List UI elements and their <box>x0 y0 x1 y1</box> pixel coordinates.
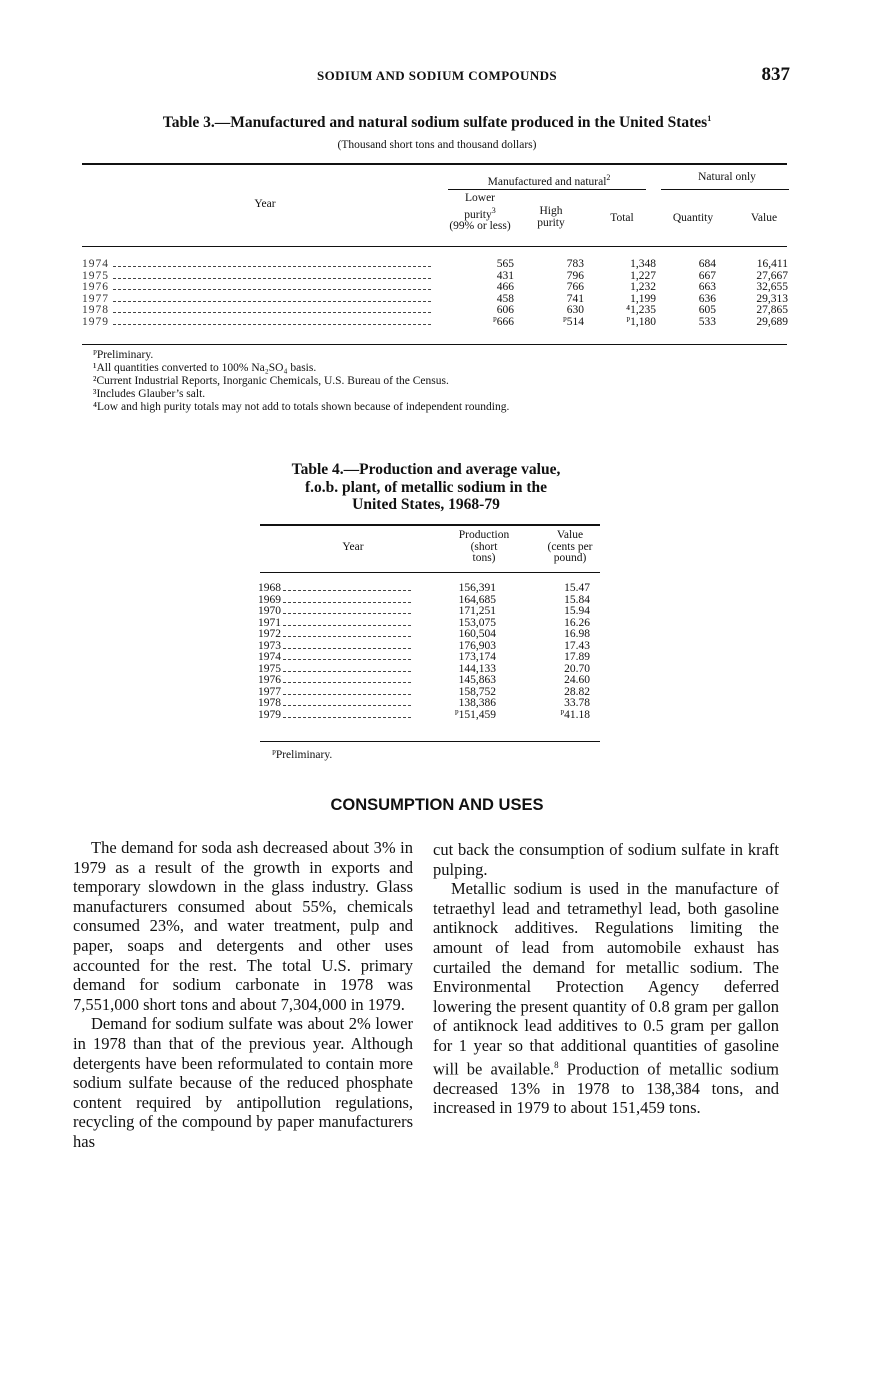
table4-year-label: 1968 <box>258 582 281 594</box>
table4-cell-value: 17.43 <box>564 639 590 652</box>
table4-col-production-line: tons) <box>472 552 496 564</box>
table4-body <box>258 583 600 721</box>
table4-cell-value: 15.84 <box>564 593 590 606</box>
leader-dashes <box>113 259 431 267</box>
table4-bottom-rule <box>260 741 600 742</box>
table3-cell-year <box>82 282 462 294</box>
body-paragraph-text: Production of metallic sodium decreased 13% in 1978 to 138,384 tons, and increased in 1979 to about 151,459 tons. <box>433 1059 780 1118</box>
table4-year-label: 1974 <box>258 651 281 663</box>
table4-cell-year <box>258 641 422 653</box>
table4-row <box>258 583 600 595</box>
table4-cell-value: 33.78 <box>564 697 590 709</box>
leader-dashes <box>113 305 431 313</box>
table4-cell-year <box>258 595 422 607</box>
table4-col-value-line: Value <box>556 529 584 541</box>
table4-row <box>258 698 600 710</box>
leader-dashes <box>283 687 411 695</box>
body-paragraph <box>433 879 779 1118</box>
table3-body <box>82 259 788 328</box>
table3-year-label: 1974 <box>82 259 109 270</box>
table4-cell-production: ᴾ151,459 <box>454 708 496 721</box>
table3-cell-total: ᴾ1,180 <box>626 315 656 328</box>
table4-year-label: 1978 <box>258 697 281 709</box>
table3-group1-rule <box>448 189 646 190</box>
table4-cell-year <box>258 606 422 618</box>
table4-year-label: 1976 <box>258 674 281 686</box>
table4-year-label: 1972 <box>258 628 281 640</box>
table4-cell-year <box>258 629 422 641</box>
leader-dashes <box>283 595 411 603</box>
table4-cell-production: 144,133 <box>458 662 496 675</box>
leader-dashes <box>283 698 411 706</box>
body-left-column <box>73 838 413 1152</box>
table3-cell-high: 796 <box>566 269 584 282</box>
leader-dashes <box>283 618 411 626</box>
table3-cell-value: 32,655 <box>756 281 788 293</box>
table3-cell-quantity: 636 <box>698 292 716 305</box>
leader-dashes <box>283 664 411 672</box>
table4-cell-year <box>258 675 422 687</box>
table3-group-manufactured-note: 2 <box>606 173 611 182</box>
table4-title-line: United States, 1968-79 <box>352 496 500 513</box>
table4-cell-year <box>258 698 422 710</box>
table3-row <box>82 271 788 283</box>
table3-col-lower-label <box>448 193 512 221</box>
table3-year-label: 1975 <box>82 270 109 282</box>
table4-row <box>258 595 600 607</box>
table4-cell-year <box>258 710 422 722</box>
table3-cell-year <box>82 259 462 271</box>
table4-cell-year <box>258 652 422 664</box>
table4-col-production <box>444 530 524 565</box>
table3-row <box>82 282 788 294</box>
table3-cell-total: 1,232 <box>630 281 656 293</box>
table3-top-rule <box>82 163 787 165</box>
table3-cell-high: 630 <box>566 304 584 316</box>
table3-cell-value: 29,689 <box>756 315 788 328</box>
table3-cell-value: 27,865 <box>756 304 788 316</box>
body-paragraph: Demand for sodium sulfate was about 2% lower in 1978 than that of the previous year. Although detergents have been reformulated to contain more sodium sulfate because of the reduced phosphate content required by antipollution regulations, recycling of the compound by paper manufacturers has <box>73 1014 413 1151</box>
table3-bottom-rule <box>82 344 787 345</box>
table3-year-label: 1977 <box>82 293 109 305</box>
table3-cell-total: 1,348 <box>630 258 656 270</box>
table3-title <box>60 114 814 132</box>
table4-year-label: 1977 <box>258 685 281 698</box>
table3-group-manufactured-text: Manufactured and natural <box>487 175 607 188</box>
table4-cell-production: 145,863 <box>458 674 496 686</box>
table4-header-rule <box>260 572 600 573</box>
table3-cell-quantity: 605 <box>698 304 716 316</box>
table4-footnote: ᴾPreliminary. <box>272 749 333 761</box>
running-title: SODIUM AND SODIUM COMPOUNDS <box>316 68 558 83</box>
leader-dashes <box>113 317 431 325</box>
leader-dashes <box>113 294 431 302</box>
table4-cell-value: 15.94 <box>564 605 590 617</box>
table3-cell-value: 29,313 <box>756 292 788 305</box>
section-heading: CONSUMPTION AND USES <box>330 796 544 814</box>
table4-top-rule <box>260 524 600 526</box>
table4-row <box>258 641 600 653</box>
table4-year-label: 1969 <box>258 593 281 606</box>
table4-row <box>258 652 600 664</box>
table4-col-value-line: (cents per <box>547 540 593 553</box>
table3-cell-quantity: 533 <box>698 315 716 328</box>
table3-footnotes <box>93 349 793 414</box>
table3-cell-total: 1,199 <box>630 292 656 305</box>
table4-col-year: Year <box>342 541 364 553</box>
table4-col-value <box>532 530 608 565</box>
table3-row <box>82 317 788 329</box>
leader-dashes <box>283 710 411 718</box>
table3-col-value: Value <box>750 212 778 224</box>
table4-cell-year <box>258 687 422 699</box>
table3-cell-total: ⁴1,235 <box>626 304 656 316</box>
table4-cell-value: ᴾ41.18 <box>560 708 590 721</box>
table4-cell-year <box>258 583 422 595</box>
table4-year-label: 1971 <box>258 616 281 629</box>
table4-year-label: 1970 <box>258 605 281 617</box>
table4-row <box>258 687 600 699</box>
leader-dashes <box>283 641 411 649</box>
body-paragraph: The demand for soda ash decreased about 3% in 1979 as a result of the growth in exports and temporary slowdown in the glass industry. Glass manufacturers consumed about 55%, chemicals consumed 23%, and water treatment, pulp and paper, soaps and detergents and other uses accounted for the rest. The total U.S. primary demand for sodium carbonate in 1978 was 7,551,000 short tons and about 7,304,000 in 1979. <box>73 838 413 1014</box>
table4-row <box>258 675 600 687</box>
table4-cell-production: 158,752 <box>458 685 496 698</box>
table4-row <box>258 664 600 676</box>
table3-col-lower-sub: (99% or less) <box>449 219 511 232</box>
table4-cell-production: 138,386 <box>458 697 496 709</box>
table4-cell-value: 24.60 <box>564 674 590 686</box>
table3-cell-total: 1,227 <box>630 269 656 282</box>
table4-cell-production: 156,391 <box>458 582 496 594</box>
table3-row <box>82 305 788 317</box>
table4-title-line: f.o.b. plant, of metallic sodium in the <box>305 478 547 496</box>
table3-col-high: High purity <box>537 205 565 229</box>
table3-cell-year <box>82 271 462 283</box>
table3-cell-lower: ᴾ666 <box>492 315 514 328</box>
table3-col-lower <box>448 193 512 232</box>
table3-cell-quantity: 663 <box>698 281 716 293</box>
body-footnote-ref: 8 <box>554 1059 559 1070</box>
table3-cell-lower: 431 <box>496 269 514 282</box>
leader-dashes <box>283 675 411 683</box>
table4-cell-production: 164,685 <box>458 593 496 606</box>
table4-row <box>258 710 600 722</box>
table3-cell-value: 16,411 <box>756 258 788 270</box>
table3-cell-lower: 466 <box>496 281 514 293</box>
table4-cell-year <box>258 664 422 676</box>
table4-cell-production: 153,075 <box>458 616 496 629</box>
table3-group-natural: Natural only <box>698 171 756 183</box>
table3-group2-rule <box>661 189 789 190</box>
table3-row <box>82 294 788 306</box>
table3-title-note: 1 <box>707 114 712 123</box>
table3-footnote: ⁴Low and high purity totals may not add to totals shown because of independent rounding. <box>93 401 510 413</box>
table3-cell-quantity: 667 <box>698 269 716 282</box>
table3-cell-high: 741 <box>566 292 584 305</box>
table3-col-lower-text: Lower purity <box>464 192 495 221</box>
table3-year-label: 1976 <box>82 282 109 293</box>
table3-cell-year <box>82 305 462 317</box>
table3-group-manufactured <box>448 172 650 188</box>
table4-cell-value: 28.82 <box>564 685 590 698</box>
table3-footnote: ¹All quantities converted to 100% Na₂SO₄ basis. <box>93 362 317 374</box>
table4-year-label: 1973 <box>258 639 281 652</box>
table3-col-year: Year <box>254 198 276 210</box>
table3-footnote: ²Current Industrial Reports, Inorganic Chemicals, U.S. Bureau of the Census. <box>93 375 449 387</box>
table3-cell-lower: 606 <box>496 304 514 316</box>
table4-row <box>258 618 600 630</box>
table4-cell-production: 173,174 <box>458 651 496 663</box>
table4-cell-value: 16.26 <box>564 616 590 629</box>
leader-dashes <box>113 271 431 279</box>
table3-row <box>82 259 788 271</box>
body-right-column <box>433 840 779 1118</box>
table4-cell-value: 15.47 <box>564 582 590 594</box>
leader-dashes <box>283 606 411 614</box>
table4-year-label: 1979 <box>258 708 281 721</box>
table3-cell-quantity: 684 <box>698 258 716 270</box>
table4-cell-year <box>258 618 422 630</box>
leader-dashes <box>113 282 431 290</box>
table3-cell-year <box>82 317 462 329</box>
table4-cell-production: 160,504 <box>458 628 496 640</box>
table4-col-production-line: (short <box>470 540 498 553</box>
table3-title-text: Table 3.—Manufactured and natural sodium sulfate produced in the United States <box>162 114 708 132</box>
table4-cell-production: 176,903 <box>458 639 496 652</box>
table4-cell-value: 20.70 <box>564 662 590 675</box>
table3-footnote: ᴾPreliminary. <box>93 349 154 361</box>
table3-cell-value: 27,667 <box>756 269 788 282</box>
table3-cell-lower: 458 <box>496 292 514 305</box>
table3-cell-year <box>82 294 462 306</box>
table3-cell-high: 766 <box>566 281 584 293</box>
table3-subtitle: (Thousand short tons and thousand dollars) <box>337 139 537 151</box>
leader-dashes <box>283 629 411 637</box>
table3-cell-high: 783 <box>566 258 584 270</box>
table4-col-production-line: Production <box>458 529 510 541</box>
body-paragraph-continuation: cut back the consumption of sodium sulfate in kraft pulping. <box>433 840 779 879</box>
table4-year-label: 1975 <box>258 662 281 675</box>
table3-footnote: ³Includes Glauber’s salt. <box>93 388 206 400</box>
table3-header-rule <box>82 246 787 247</box>
table3-year-label: 1978 <box>82 305 109 316</box>
table3-year-label: 1979 <box>82 316 109 328</box>
table4-cell-value: 17.89 <box>564 651 590 663</box>
body-paragraph-text: Metallic sodium is used in the manufacture of tetraethyl lead and tetramethyl lead, both gasoline antiknock additives. Regulations limiting the amount of lead from automobile exhaust has curtailed the demand for metallic sodium. The Environmental Protection Agency deferred lowering the present quantity of 0.8 gram per gallon of antiknock lead additives to 0.5 gram per gallon for 1 year so that additional quantities of gasoline will be available. <box>433 879 779 1079</box>
page-number: 837 <box>761 64 790 85</box>
table3-cell-high: ᴾ514 <box>562 315 584 328</box>
table4-col-value-line: pound) <box>553 552 587 564</box>
table3-col-total: Total <box>610 212 634 224</box>
table4-cell-value: 16.98 <box>564 628 590 640</box>
table4-row <box>258 606 600 618</box>
leader-dashes <box>283 583 411 591</box>
table3-col-quantity: Quantity <box>672 212 714 224</box>
table4-cell-production: 171,251 <box>458 605 496 617</box>
leader-dashes <box>283 652 411 660</box>
table3-col-lower-note: 3 <box>491 205 496 215</box>
table4-row <box>258 629 600 641</box>
table4-title-line: Table 4.—Production and average value, <box>291 461 561 478</box>
table3-cell-lower: 565 <box>496 258 514 270</box>
table4-title <box>236 461 616 514</box>
